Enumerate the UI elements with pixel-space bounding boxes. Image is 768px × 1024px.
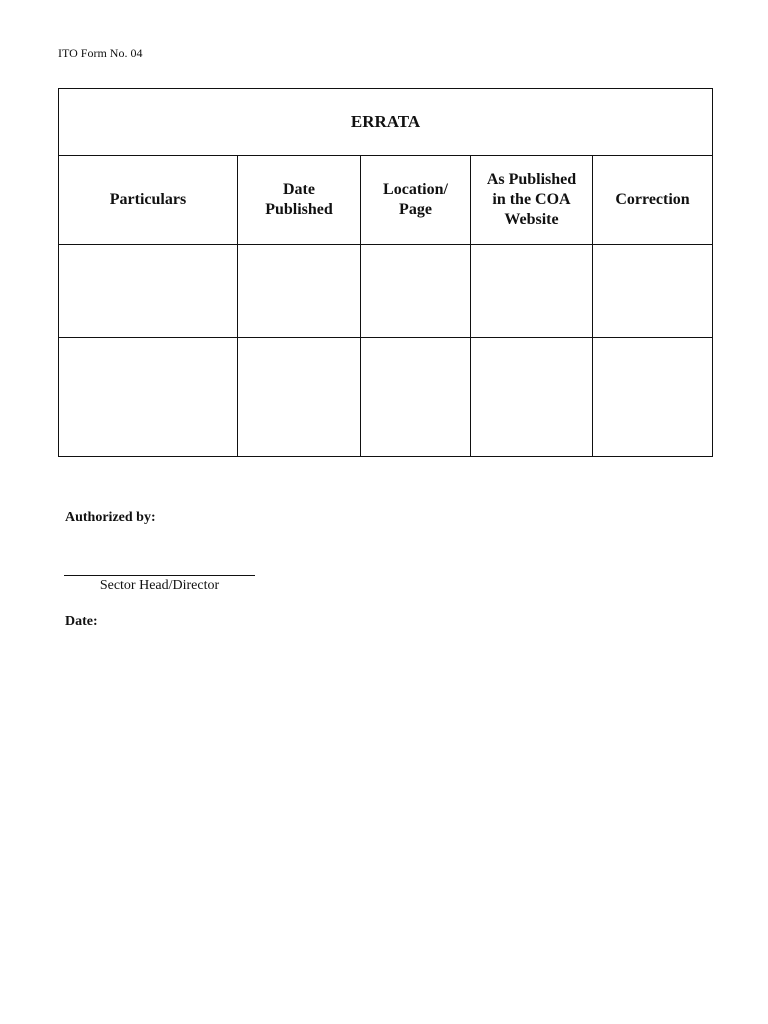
- table-title: ERRATA: [59, 89, 713, 156]
- table-cell-as-published: [471, 245, 593, 338]
- column-header-label: Location/ Page: [383, 181, 448, 218]
- column-header-label: As Published in the COA Website: [486, 171, 577, 228]
- column-header-label: Date Published: [265, 181, 333, 218]
- column-header-label: Correction: [615, 191, 690, 208]
- column-header-as-published: [471, 156, 593, 245]
- table-cell-date-published: [238, 338, 361, 457]
- column-header-date-published: [238, 156, 361, 245]
- table-row: [59, 338, 713, 457]
- table-cell-as-published: [471, 338, 593, 457]
- column-header-particulars: [59, 156, 238, 245]
- signatory-title: Sector Head/Director: [99, 578, 220, 593]
- table-title-row: [59, 89, 713, 156]
- errata-table: [58, 88, 713, 457]
- column-header-location-page: [361, 156, 471, 245]
- table-cell-location-page: [361, 338, 471, 457]
- table-cell-date-published: [238, 245, 361, 338]
- table-cell-correction: [593, 338, 713, 457]
- table-row: [59, 245, 713, 338]
- date-label: Date:: [65, 614, 98, 629]
- signature-line: [64, 575, 255, 576]
- table-cell-correction: [593, 245, 713, 338]
- table-header-row: [59, 156, 713, 245]
- form-number: ITO Form No. 04: [58, 46, 143, 60]
- column-header-correction: [593, 156, 713, 245]
- column-header-label: Particulars: [109, 191, 187, 208]
- table-cell-particulars: [59, 245, 238, 338]
- authorized-by-label: Authorized by:: [65, 510, 156, 525]
- table-cell-particulars: [59, 338, 238, 457]
- table-cell-location-page: [361, 245, 471, 338]
